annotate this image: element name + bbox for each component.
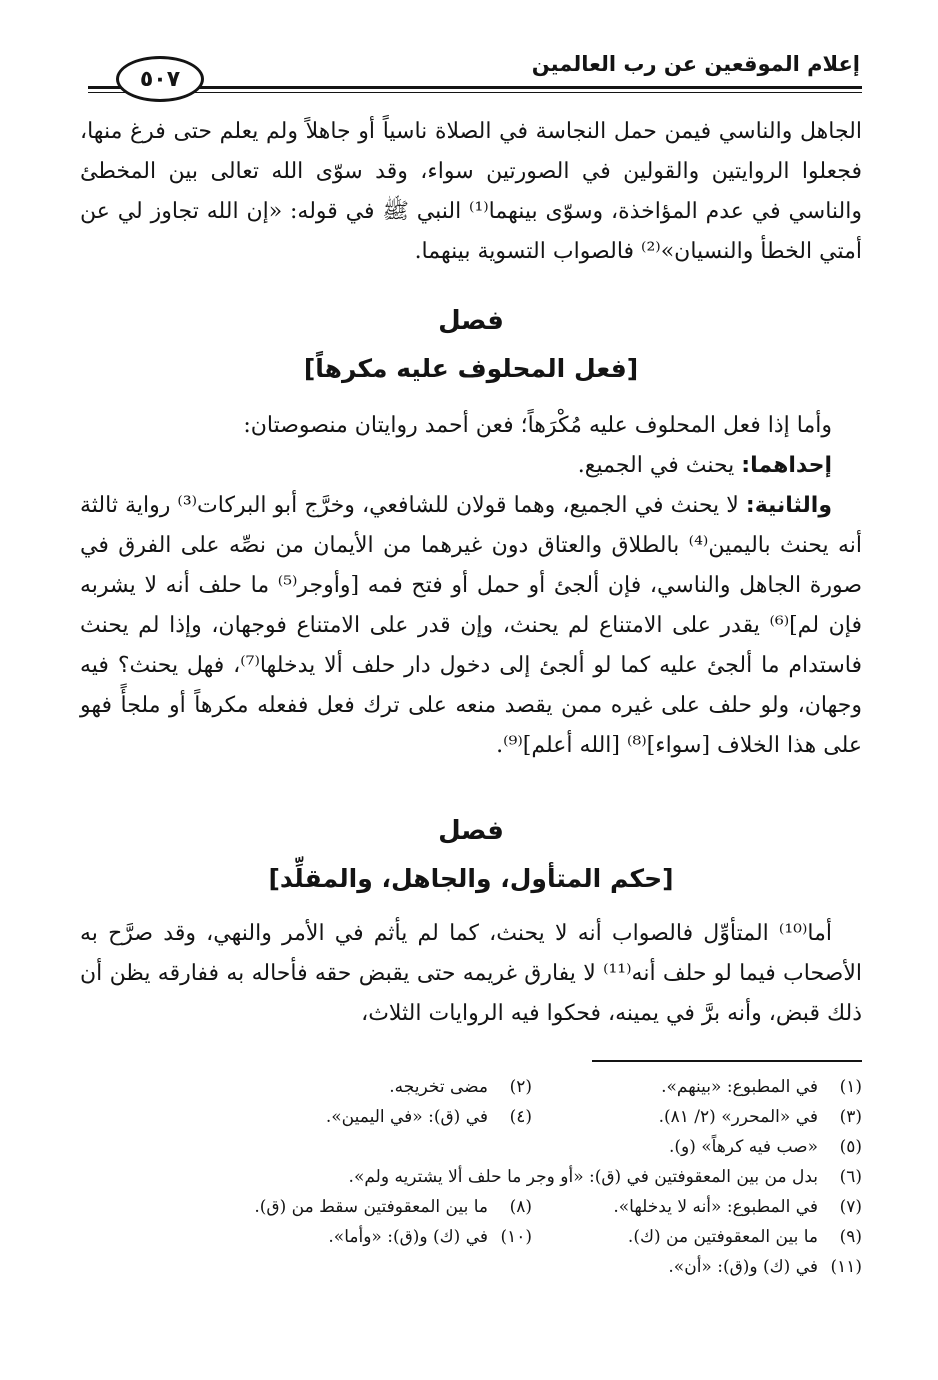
section-heading-1: فصل [438, 306, 504, 336]
footnote-10: (١٠)في (ك) و(ق): «وأما». [328, 1227, 532, 1247]
header-rule [88, 86, 862, 89]
footnote-2: (٢)مضى تخريجه. [389, 1077, 532, 1097]
running-title: إعلام الموقعين عن رب العالمين [531, 52, 860, 76]
section-1-body [80, 406, 862, 766]
paragraph-3-text: يحنث في الجميع. [577, 453, 742, 478]
footnote-3: (٣)في «المحرر» (٢/ ٨١). [658, 1107, 862, 1127]
footnote-5: (٥)«صب فيه كرهاً» (و). [668, 1137, 862, 1157]
paragraph-text: الجاهل والناسي فيمن حمل النجاسة في الصلاة ناسياً أو جاهلاً ولم يعلم حتى فرغ منها، فجعلوا الروايتين والقولين في الصورتين سواء، وقد سوّى الله تعالى بين المخطئ والناسي في عدم المؤاخذة، وسوّى بينهما⁽¹⁾ النبي ﷺ في قوله: «إن الله تجاوز لي عن أمتي الخطأ والنسيان»⁽²⁾ فالصواب التسوية بينهما. [80, 119, 862, 264]
footnote-6: (٦)بدل من بين المعقوفتين في (ق): «أو وجر ما حلف ألا يشتريه ولم». [348, 1167, 862, 1187]
paragraph-4-lead: والثانية: [745, 493, 832, 518]
paragraph-5: أما⁽¹⁰⁾ المتأوِّل فالصواب أنه لا يحنث، كما لم يأثم في الأمر والنهي، وقد صرَّح به الأصحاب فيما لو حلف أنه⁽¹¹⁾ لا يفارق غريمه حتى يقبض حقه فأحاله به ففارقه يظن أن ذلك قبض، وأنه برَّ في يمينه، فحكوا فيه الروايات الثلاث، [80, 921, 862, 1026]
paragraph-1 [80, 112, 862, 272]
section-subheading-2: [حكم المتأول، والجاهل، والمقلِّد] [268, 864, 674, 893]
footnote-11: (١١)في (ك) و(ق): «أن». [668, 1257, 862, 1277]
section-subheading-1: [فعل المحلوف عليه مكرهاً] [303, 354, 639, 383]
footnote-4: (٤)في (ق): «في اليمين». [325, 1107, 532, 1127]
header-rule-thin [88, 92, 862, 93]
footnote-7: (٧)في المطبوع: «أنه لا يدخلها». [613, 1197, 862, 1217]
section-2-body [80, 914, 862, 1034]
paragraph-3-lead: إحداهما: [741, 453, 832, 478]
footnote-9: (٩)ما بين المعقوفتين من (ك). [627, 1227, 862, 1247]
paragraph-4-text: لا يحنث في الجميع، وهما قولان للشافعي، وخرَّج أبو البركات⁽³⁾ رواية ثالثة أنه يحنث باليمين⁽⁴⁾ بالطلاق والعتاق دون غيرهما من الأيمان من نصِّه على الفرق في صورة الجاهل والناسي، فإن ألجئ أو حمل أو فتح فمه [وأوجر⁽⁵⁾ ما حلف أنه لا يشربه فإن لم]⁽⁶⁾ يقدر على الامتناع لم يحنث، وإن قدر على الامتناع فوجهان، وإذا لم يحنث فاستدام ما ألجئ عليه كما لو ألجئ إلى دخول دار حلف ألا يدخلها⁽⁷⁾، فهل يحنث؟ فيه وجهان، ولو حلف على غيره ممن يقصد منعه على ترك فعل ففعله مكرهاً أو ملجأً فهو على هذا الخلاف [سواء]⁽⁸⁾ [الله أعلم]⁽⁹⁾. [80, 493, 862, 758]
footnotes [80, 1072, 862, 1282]
footnote-8: (٨)ما بين المعقوفتين سقط من (ق). [254, 1197, 532, 1217]
section-heading-2: فصل [438, 816, 504, 846]
page-number: ٥٠٧ [139, 66, 181, 92]
footnote-1: (١)في المطبوع: «بينهم». [661, 1077, 862, 1097]
page-number-badge [116, 56, 204, 102]
paragraph-2: وأما إذا فعل المحلوف عليه مُكْرَهاً؛ فعن أحمد روايتان منصوصتان: [243, 413, 832, 438]
paragraph-3 [80, 446, 862, 486]
paragraph-4 [80, 486, 862, 766]
footnote-separator [592, 1060, 862, 1062]
